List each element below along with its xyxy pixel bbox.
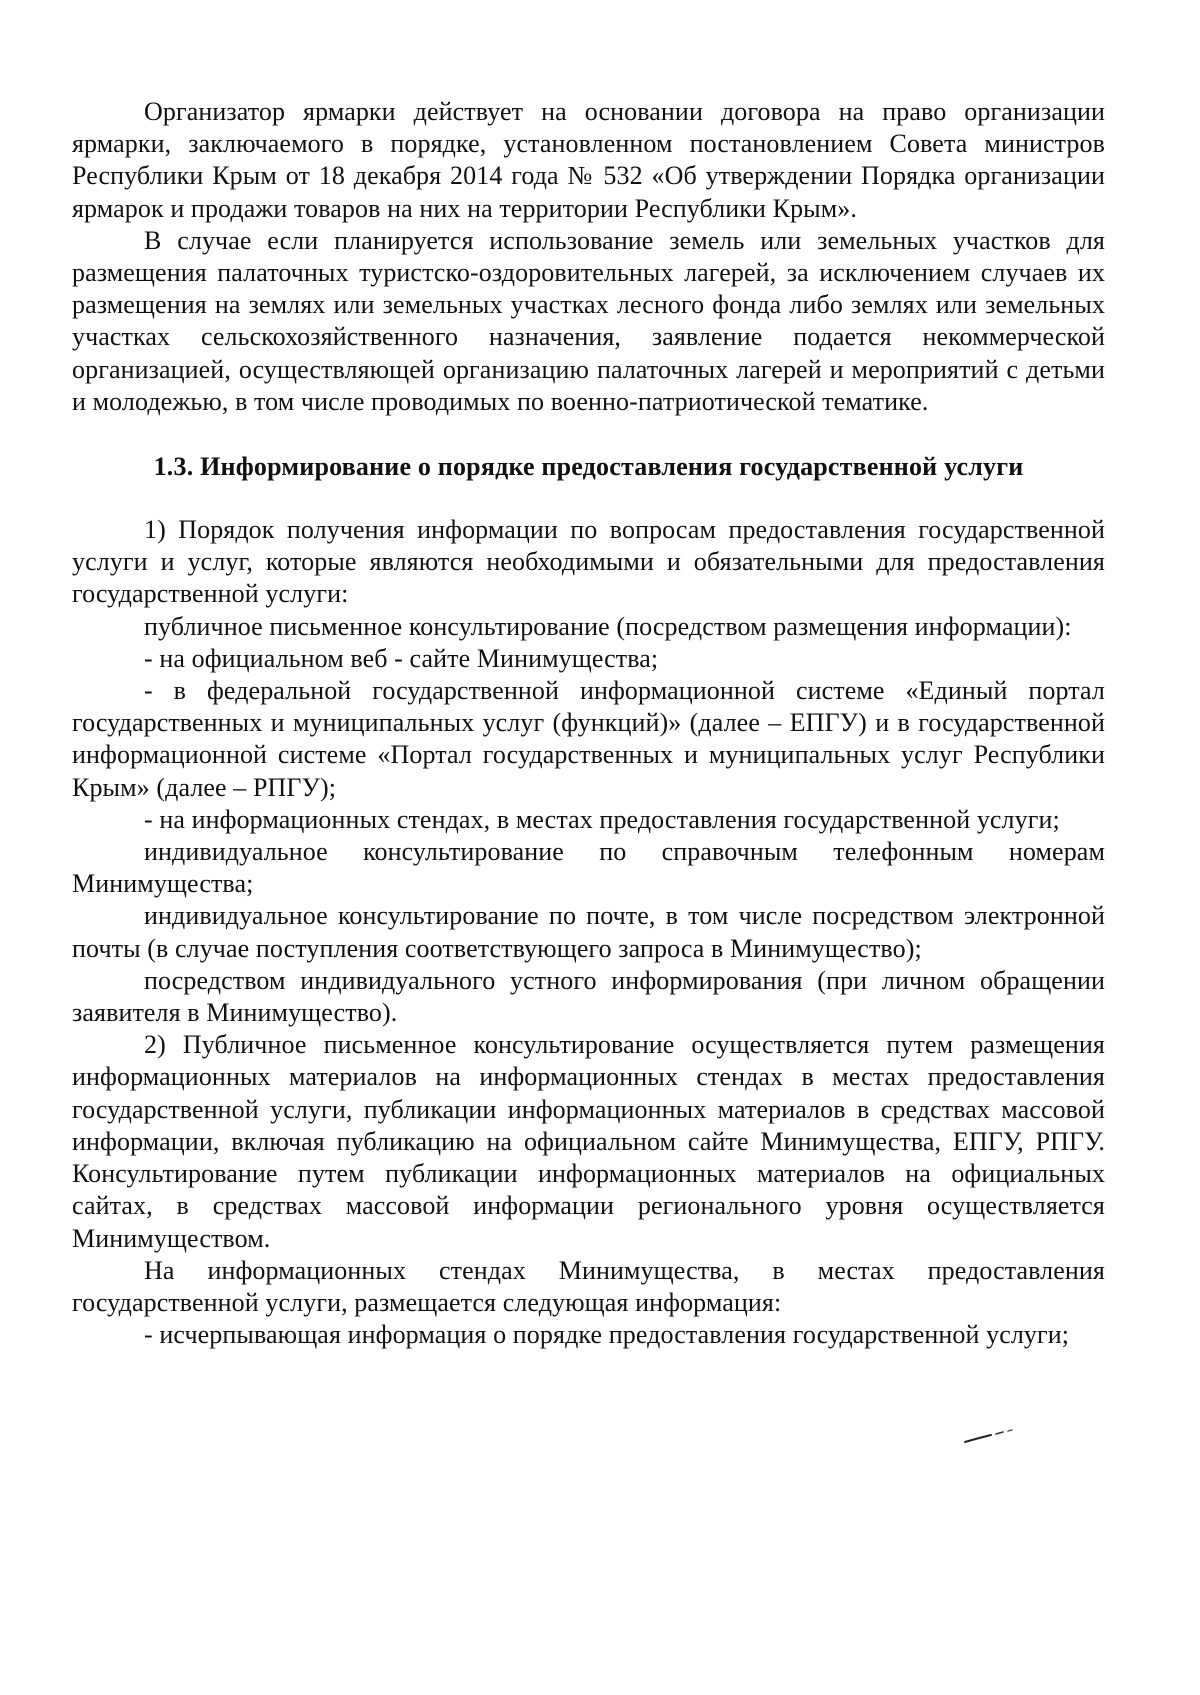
- list-item-exhaustive-info: - исчерпывающая информация о порядке предоставления государственной услуги;: [144, 1320, 1070, 1350]
- pen-mark: [963, 1428, 1015, 1446]
- paragraph-info-procedure: 1) Порядок получения информации по вопросам предоставления государственной услуги и услуг, которые являются необходимыми и обязательными для предоставления государственной услуги:: [72, 515, 1105, 609]
- paragraph-phone-consult: индивидуальное консультирование по справочным телефонным номерам Минимущества;: [72, 837, 1105, 899]
- paragraph-tent-camps: В случае если планируется использование земель или земельных участков для размещения палаточных туристско-оздоровительных лагерей, за исключением случаев их размещения на землях или земельных участках лесного фонда либо землях или земельных участках сельскохозяйственного назначения, заявление подается некоммерческой организацией, осуществляющей организацию палаточных лагерей и мероприятий с детьми и молодежью, в том числе проводимых по военно-патриотической тематике.: [72, 225, 1105, 416]
- paragraph-mail-consult: индивидуальное консультирование по почте, в том числе посредством электронной почты (в случае поступления соответствующего запроса в Минимущество);: [72, 901, 1105, 963]
- list-item-stands: - на информационных стендах, в местах предоставления государственной услуги;: [144, 804, 1060, 834]
- list-item-website: - на официальном веб - сайте Минимущества;: [144, 643, 659, 673]
- list-item-portals: - в федеральной государственной информационной системе «Единый портал государственных и муниципальных услуг (функций)» (далее – ЕПГУ) и в государственной информационной системе «Портал государственных и муниципальных услуг Республики Крым» (далее – РПГУ);: [72, 676, 1105, 802]
- paragraph-public-consult-method: 2) Публичное письменное консультирование осуществляется путем размещения информационных материалов на информационных стендах в местах предоставления государственной услуги, публикации информационных материалов в средствах массовой информации, включая публикацию на официальном сайте Минимущества, ЕПГУ, РПГУ. Консультирование путем публикации информационных материалов на официальных сайтах, в средствах массовой информации регионального уровня осуществляется Минимуществом.: [72, 1030, 1105, 1253]
- paragraph-oral-consult: посредством индивидуального устного информирования (при личном обращении заявителя в Минимущество).: [72, 965, 1105, 1028]
- paragraph-stands-info: На информационных стендах Минимущества, в местах предоставления государственной услуги, размещается следующая информация:: [72, 1255, 1105, 1317]
- paragraph-public-written: публичное письменное консультирование (посредством размещения информации):: [144, 611, 1072, 641]
- section-heading: 1.3. Информирование о порядке предоставления государственной услуги: [153, 452, 1024, 482]
- paragraph-fair-organizer: Организатор ярмарки действует на основании договора на право организации ярмарки, заключаемого в порядке, установленном постановлением Совета министров Республики Крым от 18 декабря 2014 года № 532 «Об утверждении Порядка организации ярмарок и продажи товаров на них на территории Республики Крым».: [72, 97, 1105, 223]
